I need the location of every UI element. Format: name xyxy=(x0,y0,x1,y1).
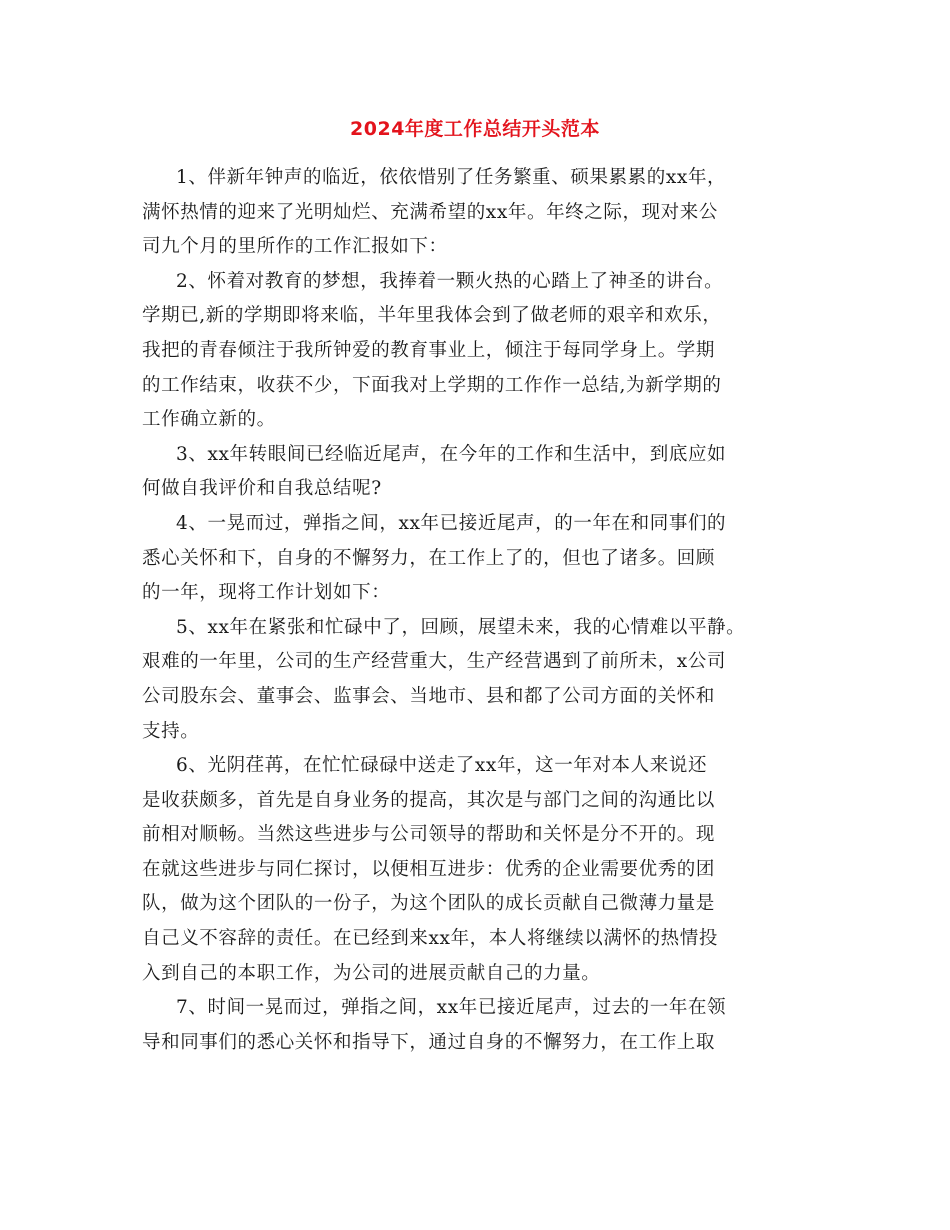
paragraph xyxy=(142,265,832,438)
paragraph-line: 5、xx年在紧张和忙碌中了，回顾，展望未来，我的心情难以平静。 xyxy=(176,616,746,638)
paragraph-line: 2、怀着对教育的梦想，我捧着一颗火热的心踏上了神圣的讲台。 xyxy=(176,270,724,292)
paragraph-line: 在就这些进步与同仁探讨，以便相互进步：优秀的企业需要优秀的团 xyxy=(142,858,716,880)
paragraph-line: 公司股东会、董事会、监事会、当地市、县和都了公司方面的关怀和 xyxy=(142,685,716,707)
paragraph-line: 1、伴新年钟声的临近，依依惜别了任务繁重、硕果累累的xx年， xyxy=(176,167,727,188)
paragraph-line: 学期已,新的学期即将来临，半年里我体会到了做老师的艰辛和欢乐， xyxy=(142,305,722,327)
paragraph-line: 满怀热情的迎来了光明灿烂、充满希望的xx年。年终之际，现对来公 xyxy=(142,201,718,223)
paragraph-line: 6、光阴荏苒，在忙忙碌碌中送走了xx年，这一年对本人来说还 xyxy=(176,755,708,777)
paragraph-line: 导和同事们的悉心关怀和指导下，通过自身的不懈努力，在工作上取 xyxy=(142,1031,716,1053)
paragraph-line: 4、一晃而过，弹指之间，xx年已接近尾声，的一年在和同事们的 xyxy=(176,512,727,534)
paragraph-line: 前相对顺畅。当然这些进步与公司领导的帮助和关怀是分不开的。现 xyxy=(142,824,716,846)
paragraph-line: 工作确立新的。 xyxy=(142,409,276,431)
paragraph-line: 悉心关怀和下，自身的不懈努力，在工作上了的，但也了诸多。回顾 xyxy=(142,547,716,569)
paragraph-line: 3、xx年转眼间已经临近尾声，在今年的工作和生活中，到底应如 xyxy=(176,443,727,465)
paragraph-line: 我把的青春倾注于我所钟爱的教育事业上，倾注于每同学身上。学期 xyxy=(142,339,716,361)
paragraph xyxy=(142,507,832,611)
paragraph xyxy=(142,991,832,1060)
paragraph-line: 支持。 xyxy=(142,720,200,742)
paragraph-line: 自己义不容辞的责任。在已经到来xx年，本人将继续以满怀的热情投 xyxy=(142,928,718,950)
paragraph-line: 的工作结束，收获不少，下面我对上学期的工作作一总结,为新学期的 xyxy=(142,374,722,396)
paragraph xyxy=(142,438,832,507)
document-body xyxy=(142,161,832,1060)
paragraph-line: 艰难的一年里，公司的生产经营重大，生产经营遇到了前所未，x公司 xyxy=(142,651,727,673)
paragraph xyxy=(142,161,832,265)
paragraph xyxy=(142,611,832,749)
paragraph-line: 何做自我评价和自我总结呢? xyxy=(142,478,382,500)
paragraph-line: 7、时间一晃而过，弹指之间，xx年已接近尾声，过去的一年在领 xyxy=(176,997,727,1019)
paragraph-line: 入到自己的本职工作，为公司的进展贡献自己的力量。 xyxy=(142,962,601,984)
paragraph-line: 是收获颇多，首先是自身业务的提高，其次是与部门之间的沟通比以 xyxy=(142,789,716,811)
paragraph-line: 队，做为这个团队的一份子，为这个团队的成长贡献自己微薄力量是 xyxy=(142,893,716,915)
paragraph-line: 司九个月的里所作的工作汇报如下： xyxy=(142,236,448,258)
paragraph-line: 的一年，现将工作计划如下： xyxy=(142,582,391,604)
paragraph xyxy=(142,749,832,991)
document-title: 2024年度工作总结开头范本 xyxy=(350,118,600,140)
